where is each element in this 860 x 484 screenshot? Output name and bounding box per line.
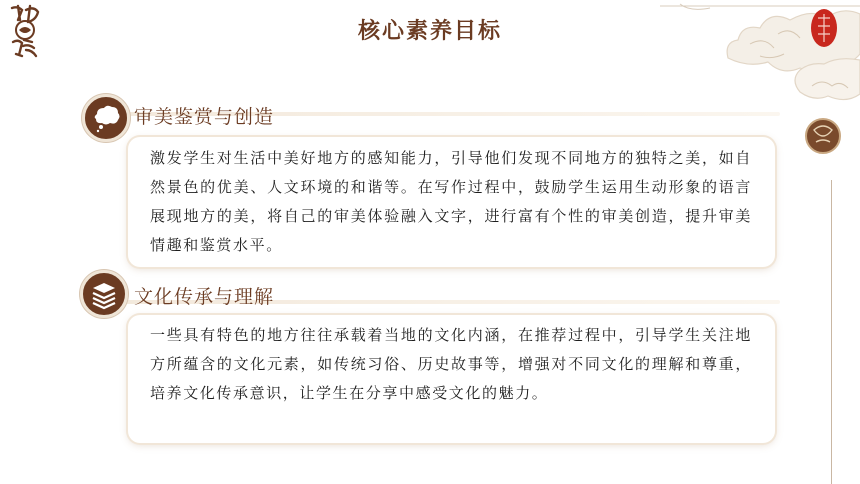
page-title: 核心素养目标 (357, 18, 502, 44)
thought-bubble-icon (82, 94, 130, 142)
section-2-heading: 文化传承与理解 (134, 286, 275, 308)
right-divider-line (831, 180, 832, 484)
section-2-card (128, 315, 775, 443)
book-stack-icon (80, 270, 128, 318)
section-1-card (128, 137, 775, 267)
section-2-body: 一些具有特色的地方往往承载着当地的文化内涵，在推荐过程中，引导学生关注地方所蕴含的文化元素，如传统习俗、历史故事等，增强对不同文化的理解和尊重，培养文化传承意识，让学生在分享中感受文化的魅力。 (150, 326, 752, 402)
section-1-heading: 审美鉴赏与创造 (134, 106, 275, 128)
section-1-body: 激发学生对生活中美好地方的感知能力，引导他们发现不同地方的独特之美，如自然景色的优美、人文环境的和谐等。在写作过程中，鼓励学生运用生动形象的语言展现地方的美，将自己的审美体验融入文字，进行富有个性的审美创造，提升审美情趣和鉴赏水平。 (150, 149, 752, 254)
